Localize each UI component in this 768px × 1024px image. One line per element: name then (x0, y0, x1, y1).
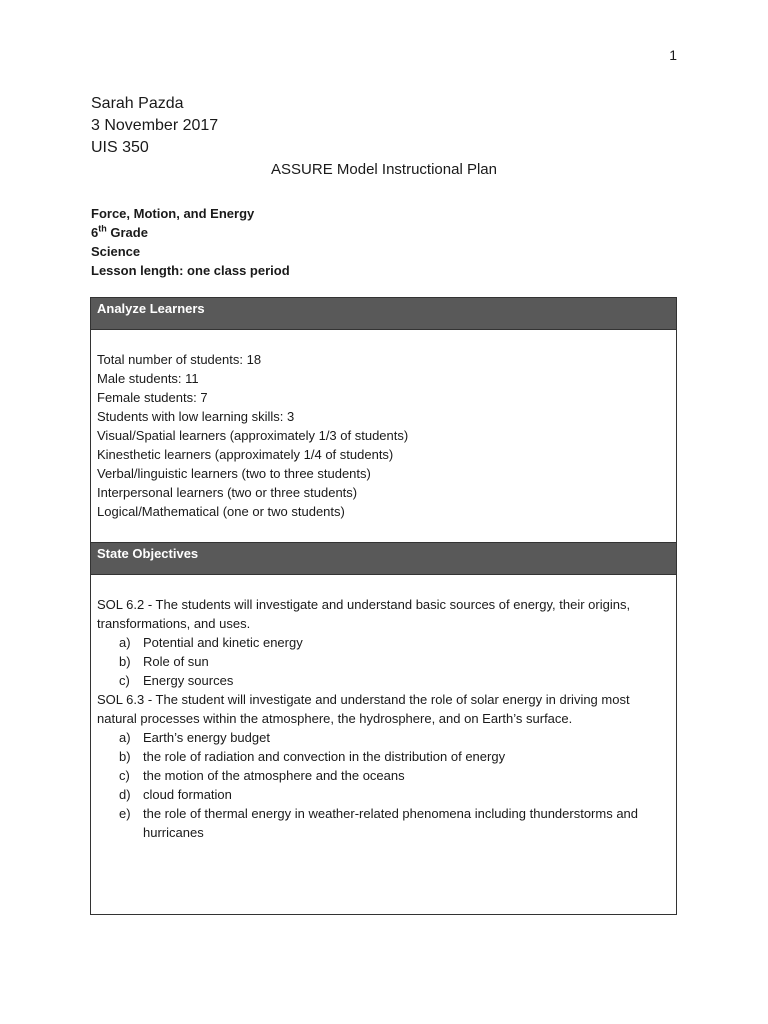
list-item-text: the role of thermal energy in weather-related phenomena including thunderstorms and hurricanes (143, 806, 639, 840)
learner-line: Verbal/linguistic learners (two to three students) (97, 466, 371, 481)
sol-6-2-list (97, 633, 670, 690)
list-item-text: Energy sources (143, 673, 234, 688)
analyze-learners-heading: Analyze Learners (91, 298, 676, 330)
grade-suffix: th (98, 223, 107, 234)
grade-word: Grade (110, 225, 148, 240)
list-marker: a) (119, 730, 131, 745)
lesson-grade (91, 223, 290, 242)
list-item (119, 652, 670, 671)
list-item (119, 633, 670, 652)
lesson-info (91, 204, 290, 280)
plan-table (90, 297, 677, 915)
list-item-text: Earth’s energy budget (143, 730, 270, 745)
lesson-subject: Science (91, 244, 141, 259)
list-marker: d) (119, 787, 131, 802)
list-item-text: Potential and kinetic energy (143, 635, 303, 650)
list-marker: b) (119, 749, 131, 764)
document-date: 3 November 2017 (91, 117, 219, 134)
list-marker: b) (119, 654, 131, 669)
learner-line: Kinesthetic learners (approximately 1/4 of students) (97, 447, 394, 462)
learner-line: Female students: 7 (97, 390, 208, 405)
list-item (119, 766, 670, 785)
document-title: ASSURE Model Instructional Plan (271, 161, 497, 178)
page-number: 1 (669, 47, 677, 63)
list-marker: e) (119, 806, 131, 821)
lesson-topic: Force, Motion, and Energy (91, 206, 255, 221)
learner-line: Male students: 11 (97, 371, 199, 386)
learner-line: Logical/Mathematical (one or two students) (97, 504, 345, 519)
sol-6-3-text: SOL 6.3 - The student will investigate and understand the role of solar energy in driving most natural processes within the atmosphere, the hydrosphere, and on Earth’s surface. (97, 692, 630, 726)
author-name: Sarah Pazda (91, 95, 184, 112)
learner-line: Visual/Spatial learners (approximately 1/3 of students) (97, 428, 409, 443)
lesson-length: Lesson length: one class period (91, 263, 290, 278)
course-code: UIS 350 (91, 139, 149, 156)
list-item-text: Role of sun (143, 654, 209, 669)
learner-line: Interpersonal learners (two or three students) (97, 485, 358, 500)
list-item-text: the role of radiation and convection in the distribution of energy (143, 749, 506, 764)
list-item-text: cloud formation (143, 787, 232, 802)
list-item (119, 747, 670, 766)
analyze-learners-body (91, 330, 676, 542)
list-item-text: the motion of the atmosphere and the oceans (143, 768, 405, 783)
sol-6-3-list (97, 728, 670, 842)
sol-6-2-text: SOL 6.2 - The students will investigate and understand basic sources of energy, their origins, transformations, and uses. (97, 597, 631, 631)
list-marker: c) (119, 768, 130, 783)
document-header (91, 93, 218, 159)
list-marker: a) (119, 635, 131, 650)
learner-line: Students with low learning skills: 3 (97, 409, 295, 424)
state-objectives-heading: State Objectives (91, 542, 676, 575)
list-item (119, 804, 670, 842)
list-marker: c) (119, 673, 130, 688)
list-item (119, 785, 670, 804)
grade-number: 6 (91, 225, 99, 240)
list-item (119, 671, 670, 690)
state-objectives-body (91, 575, 676, 842)
learner-line: Total number of students: 18 (97, 352, 262, 367)
list-item (119, 728, 670, 747)
